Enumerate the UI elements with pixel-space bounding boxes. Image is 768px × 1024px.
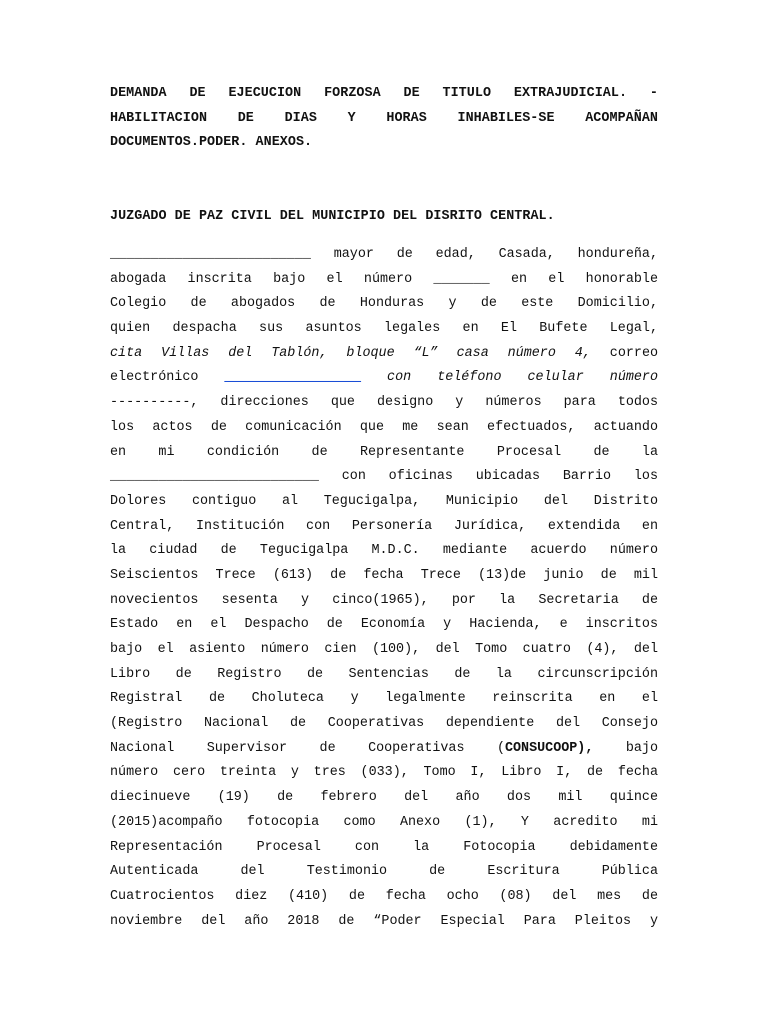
body-line: (2015)acompaño fotocopia como Anexo (1), Y acredito mi	[110, 814, 658, 830]
body-line: Cuatrocientos diez (410) de fecha ocho (08) del mes de	[110, 888, 658, 904]
body-line: noviembre del año 2018 de “Poder Especial Para Pleitos y	[110, 913, 658, 929]
body-line	[110, 366, 658, 391]
body-line: diecinueve (19) de febrero del año dos mil quince	[110, 790, 658, 806]
body-line: Central, Institución con Personería Jurídica, extendida en	[110, 518, 658, 534]
body-text: correo	[590, 345, 659, 361]
body-line: Registral de Choluteca y legalmente reinscrita en el	[110, 691, 658, 707]
title-line-1: DEMANDA DE EJECUCION FORZOSA DE TITULO EXTRAJUDICIAL. -	[110, 86, 658, 101]
title-line-3: DOCUMENTOS.PODER. ANEXOS.	[110, 135, 313, 151]
body-line	[110, 737, 658, 762]
body-line: Representación Procesal con la Fotocopia debidamente	[110, 839, 658, 855]
document-body	[110, 243, 658, 934]
body-line: Colegio de abogados de Honduras y de este Domicilio,	[110, 296, 658, 312]
body-line: Autenticada del Testimonio de Escritura Pública	[110, 864, 658, 880]
body-line: quien despacha sus asuntos legales en El Bufete Legal,	[110, 321, 658, 337]
body-line	[110, 342, 658, 367]
email-link[interactable]: _________________	[224, 370, 362, 386]
phone-italic: con teléfono celular número	[361, 370, 658, 386]
body-line: la ciudad de Tegucigalpa M.D.C. mediante acuerdo número	[110, 543, 658, 559]
body-line: los actos de comunicación que me sean efectuados, actuando	[110, 419, 658, 435]
body-line: _________________________ mayor de edad, Casada, hondureña,	[110, 247, 658, 262]
body-text: Nacional Supervisor de Cooperativas (	[110, 740, 505, 756]
body-line: abogada inscrita bajo el número _______ en el honorable	[110, 271, 658, 287]
court-heading	[110, 205, 658, 230]
body-line: en mi condición de Representante Procesal de la	[110, 444, 658, 460]
title-line-2: HABILITACION DE DIAS Y HORAS INHABILES-SE ACOMPAÑAN	[110, 110, 658, 126]
document-title	[110, 82, 658, 156]
body-text: bajo	[593, 740, 658, 756]
body-line: (Registro Nacional de Cooperativas dependiente del Consejo	[110, 716, 658, 732]
court-heading-text: JUZGADO DE PAZ CIVIL DEL MUNICIPIO DEL DISRITO CENTRAL.	[110, 209, 555, 224]
body-text: electrónico	[110, 370, 225, 386]
body-line: Libro de Registro de Sentencias de la circunscripción	[110, 666, 658, 682]
body-line: __________________________ con oficinas ubicadas Barrio los	[110, 469, 658, 485]
body-line: Estado en el Despacho de Economía y Hacienda, e inscritos	[110, 617, 658, 633]
body-line: bajo el asiento número cien (100), del Tomo cuatro (4), del	[110, 642, 658, 657]
body-line: ----------, direcciones que designo y números para todos	[110, 395, 658, 411]
address-italic: cita Villas del Tablón, bloque “L” casa número 4,	[110, 345, 591, 361]
consucoop-bold: CONSUCOOP),	[504, 740, 594, 756]
body-line: novecientos sesenta y cinco(1965), por la Secretaria de	[110, 592, 658, 608]
body-line: número cero treinta y tres (033), Tomo I, Libro I, de fecha	[110, 765, 658, 781]
body-line: Seiscientos Trece (613) de fecha Trece (13)de junio de mil	[110, 567, 658, 583]
body-line: Dolores contiguo al Tegucigalpa, Municipio del Distrito	[110, 493, 658, 509]
